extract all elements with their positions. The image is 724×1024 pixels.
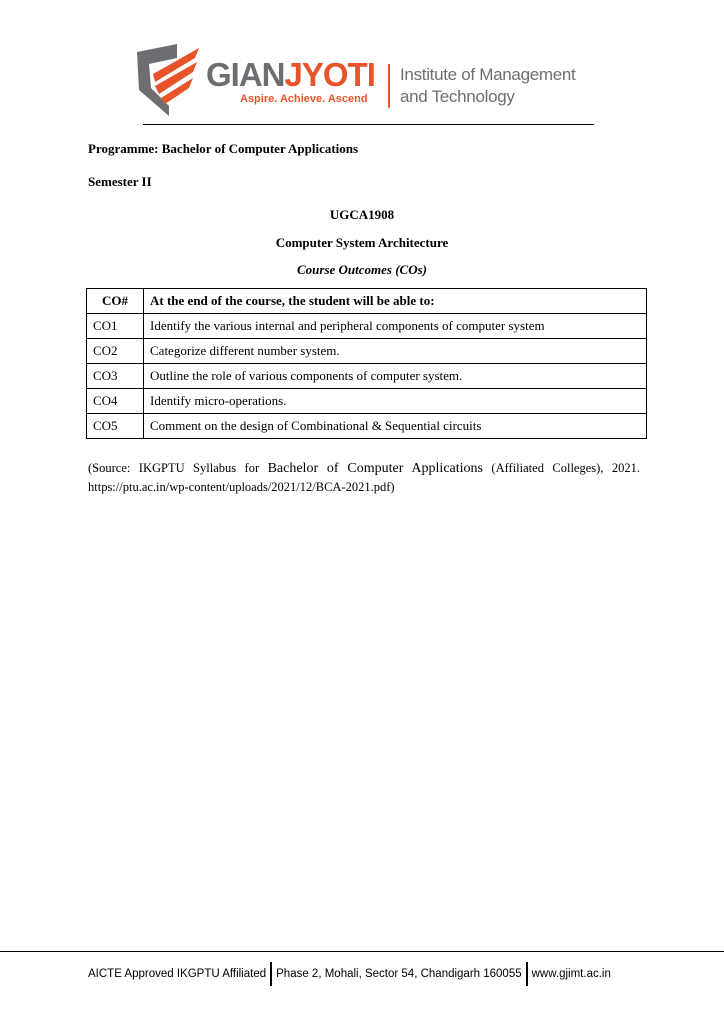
table-row — [87, 339, 647, 364]
header-rule — [143, 124, 594, 125]
source-citation: (Source: IKGPTU Syllabus for Bachelor of Computer Applications (Affiliated Colleges), 2021. https://ptu.ac.in/wp-content/uploads/2021/12/BCA-2021.pdf) — [88, 461, 640, 494]
table-header-co: CO# — [87, 289, 144, 314]
table-row — [87, 314, 647, 339]
co-id: CO5 — [87, 414, 144, 439]
institute-line-1: Institute of Management — [400, 65, 576, 84]
footer-approval: AICTE Approved IKGPTU Affiliated — [88, 968, 267, 980]
brand-divider — [388, 64, 390, 108]
co-description: Identify micro-operations. — [144, 389, 647, 414]
footer-website[interactable]: www.gjimt.ac.in — [531, 968, 611, 980]
section-title: Course Outcomes (COs) — [296, 262, 427, 277]
brand-name: GIANJYOTI — [206, 56, 375, 93]
co-id: CO4 — [87, 389, 144, 414]
co-description: Comment on the design of Combinational & Sequential circuits — [144, 414, 647, 439]
table-row — [87, 364, 647, 389]
co-description: Identify the various internal and peripheral components of computer system — [144, 314, 647, 339]
table-row — [87, 389, 647, 414]
letterhead — [0, 0, 724, 130]
brand-tagline: Aspire. Achieve. Ascend — [240, 93, 368, 105]
institute-name — [400, 64, 576, 108]
gianjyoti-shield-logo — [133, 44, 203, 116]
co-id: CO2 — [87, 339, 144, 364]
semester-line: Semester II — [88, 174, 152, 189]
programme-line: Programme: Bachelor of Computer Applications — [88, 141, 359, 156]
co-id: CO3 — [87, 364, 144, 389]
table-row — [87, 414, 647, 439]
co-description: Categorize different number system. — [144, 339, 647, 364]
table-header-row — [87, 289, 647, 314]
table-header-outcome: At the end of the course, the student will be able to: — [144, 289, 647, 314]
footer-address: Phase 2, Mohali, Sector 54, Chandigarh 160055 — [276, 968, 522, 980]
footer-separator — [526, 962, 528, 986]
institute-line-2: and Technology — [400, 87, 515, 106]
footer — [88, 962, 611, 986]
course-code: UGCA1908 — [329, 207, 395, 222]
footer-separator — [270, 962, 272, 986]
footer-rule — [0, 951, 724, 952]
co-description: Outline the role of various components of computer system. — [144, 364, 647, 389]
co-id: CO1 — [87, 314, 144, 339]
course-outcomes-table — [86, 288, 647, 439]
course-title: Computer System Architecture — [275, 235, 449, 250]
